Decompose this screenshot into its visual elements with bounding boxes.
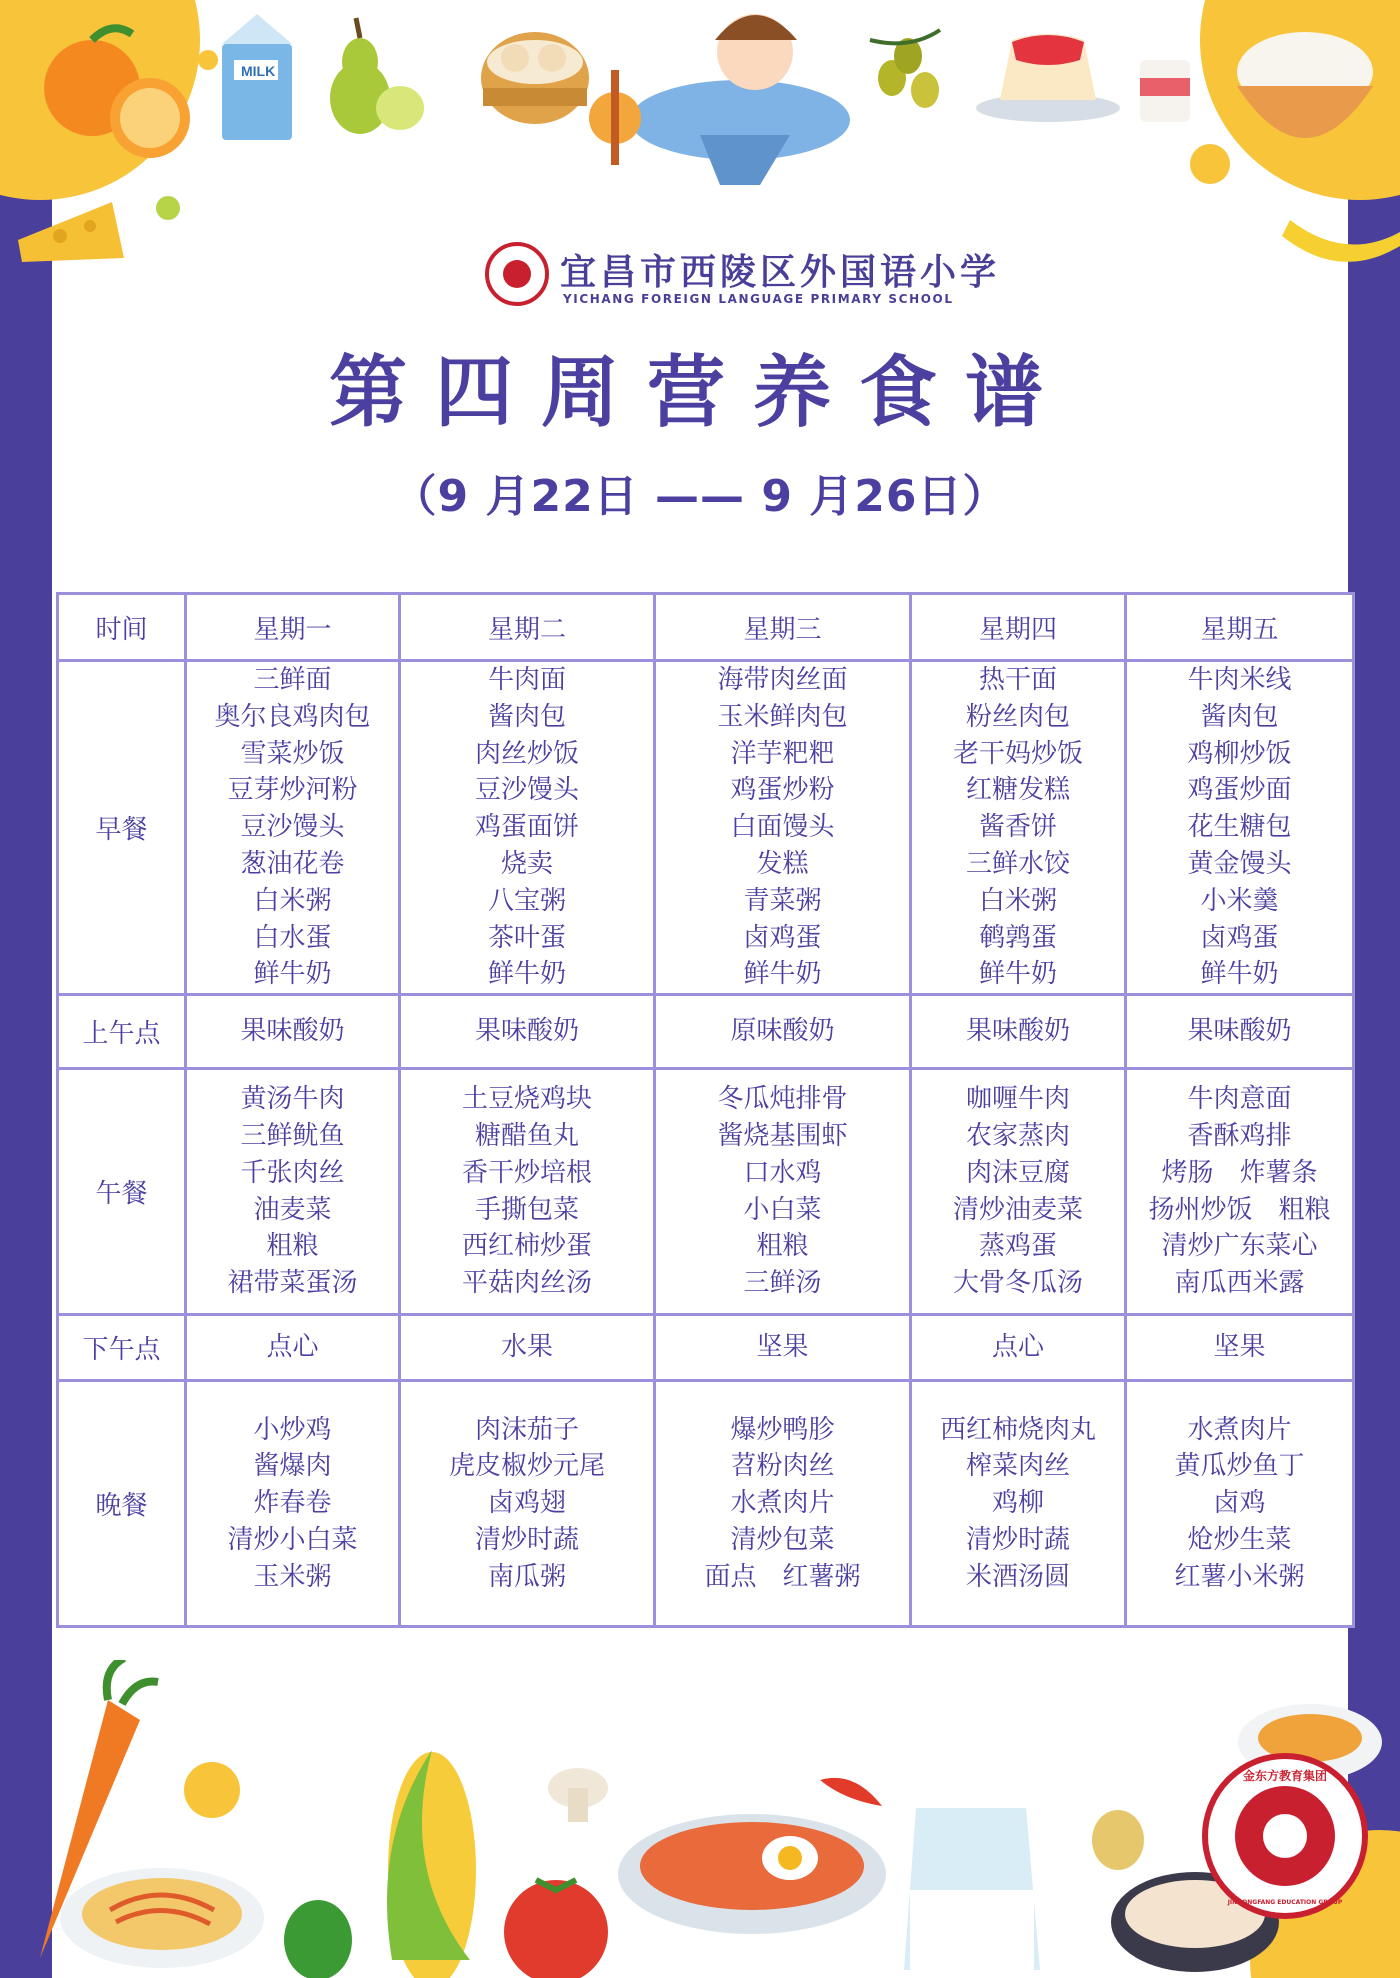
meal-plan-table: [56, 592, 1355, 1628]
menu-cell: [911, 1381, 1126, 1627]
menu-cell: [655, 1069, 911, 1315]
menu-item: 口水鸡: [743, 1157, 822, 1188]
menu-item: 南瓜粥: [487, 1561, 566, 1592]
menu-item: 农家蒸肉: [965, 1121, 1070, 1152]
menu-item: 卤鸡蛋: [743, 922, 822, 953]
food-illustrations-bottom: [0, 1660, 1400, 1978]
menu-item: 油麦菜: [253, 1194, 332, 1225]
menu-item: 坚果: [756, 1332, 809, 1363]
menu-item: 鸡蛋炒面: [1187, 775, 1292, 806]
menu-item: 炝炒生菜: [1187, 1525, 1292, 1556]
banana-icon: [1282, 220, 1400, 262]
menu-item: 鲜牛奶: [1200, 959, 1279, 990]
date-range: （9 月22日 —— 9 月26日）: [392, 471, 1008, 522]
menu-item: 清炒时蔬: [965, 1525, 1070, 1556]
menu-cell: [1126, 661, 1354, 995]
menu-item: 豆沙馒头: [474, 775, 579, 806]
menu-item: 粗粮: [266, 1231, 319, 1262]
menu-item: 清炒油麦菜: [952, 1194, 1083, 1225]
menu-cell: [911, 661, 1126, 995]
menu-item: 酱肉包: [487, 701, 566, 732]
menu-item: 酱烧基围虾: [717, 1121, 848, 1152]
menu-item: 冬瓜炖排骨: [717, 1084, 848, 1115]
menu-cell: [1126, 995, 1354, 1069]
noodle-bowl-icon: [618, 1814, 886, 1934]
menu-item: 老干妈炒饭: [952, 738, 1083, 769]
menu-item: 玉米粥: [253, 1561, 332, 1592]
menu-item: 鲜牛奶: [487, 959, 566, 990]
menu-item: 大骨冬瓜汤: [952, 1268, 1083, 1299]
menu-cell: [186, 1069, 400, 1315]
menu-item: 鸡柳: [991, 1488, 1044, 1519]
jindongfang-logo-icon: [1205, 1756, 1365, 1916]
header-day: 星期三: [655, 594, 911, 661]
boy-airplane-icon: [589, 14, 850, 185]
menu-item: 肉沫豆腐: [965, 1157, 1070, 1188]
menu-item: 烧卖: [500, 848, 553, 879]
menu-item: 热干面: [978, 665, 1057, 695]
menu-item: 牛肉米线: [1187, 665, 1292, 695]
menu-item: 红糖发糕: [965, 775, 1070, 806]
school-logo: [485, 242, 549, 306]
menu-item: 西红柿烧肉丸: [939, 1414, 1096, 1445]
tomato-icon: [504, 1880, 608, 1978]
menu-item: 鲜牛奶: [978, 959, 1057, 990]
yellow-dot: [198, 50, 218, 70]
pear-icon: [330, 18, 424, 134]
menu-item: 果味酸奶: [474, 1016, 579, 1047]
menu-item: 点心: [266, 1332, 319, 1363]
brand-name-cn: 金东方教育集团: [1242, 1769, 1328, 1783]
menu-item: 南瓜西米露: [1174, 1268, 1305, 1299]
menu-item: 三鲜汤: [743, 1268, 822, 1299]
menu-item: 豆沙馒头: [240, 812, 345, 843]
menu-item: 雪菜炒饭: [240, 738, 345, 769]
menu-item: 香酥鸡排: [1187, 1121, 1292, 1152]
menu-item: 茶叶蛋: [487, 922, 566, 953]
menu-cell: [400, 1315, 655, 1381]
menu-item: 鸡蛋炒粉: [730, 775, 835, 806]
meal-row: [58, 1069, 1354, 1315]
green-dot: [156, 196, 180, 220]
meal-row: [58, 1315, 1354, 1381]
brand-name-en: JINDONGFANG EDUCATION GROUP: [1227, 1899, 1343, 1906]
menu-item: 小炒鸡: [253, 1414, 332, 1445]
yogurt-cup-icon: [1140, 60, 1190, 122]
menu-cell: [911, 995, 1126, 1069]
menu-cell: [655, 1381, 911, 1627]
menu-item: 米酒汤圆: [965, 1561, 1070, 1592]
menu-item: 花生糖包: [1187, 812, 1292, 843]
corn-icon: [387, 1750, 476, 1978]
menu-item: 白米粥: [978, 885, 1057, 916]
menu-item: 豆芽炒河粉: [227, 775, 358, 806]
menu-cell: [186, 1315, 400, 1381]
menu-item: 酱香饼: [978, 812, 1057, 843]
page-title: 第四周营养食谱: [328, 348, 1071, 438]
menu-item: 苕粉肉丝: [730, 1451, 835, 1482]
menu-item: 肉沫茄子: [474, 1414, 579, 1445]
menu-item: 奥尔良鸡肉包: [214, 701, 371, 732]
menu-cell: [186, 995, 400, 1069]
menu-item: 烤肠 炸薯条: [1161, 1157, 1318, 1188]
menu-item: 清炒小白菜: [227, 1525, 358, 1556]
menu-item: 点心: [991, 1332, 1044, 1363]
menu-cell: [655, 661, 911, 995]
pudding-icon: [976, 34, 1120, 122]
milk-label: MILK: [241, 63, 276, 79]
menu-cell: [1126, 1315, 1354, 1381]
menu-item: 酱肉包: [1200, 701, 1279, 732]
menu-item: 千张肉丝: [240, 1157, 345, 1188]
milk-jug-icon: [904, 1808, 1040, 1970]
menu-item: 白面馒头: [730, 812, 835, 843]
menu-item: 咖喱牛肉: [965, 1084, 1070, 1115]
menu-item: 黄汤牛肉: [240, 1084, 345, 1115]
menu-item: 牛肉意面: [1187, 1084, 1292, 1115]
menu-item: 粉丝肉包: [965, 701, 1070, 732]
menu-cell: [1126, 1381, 1354, 1627]
menu-item: 葱油花卷: [240, 848, 345, 879]
menu-item: 三鲜鱿鱼: [240, 1121, 345, 1152]
menu-cell: [655, 995, 911, 1069]
header-row: [58, 594, 1354, 661]
menu-item: 黄瓜炒鱼丁: [1174, 1451, 1305, 1482]
menu-item: 小米羹: [1200, 885, 1279, 916]
school-name-cn: 宜昌市西陵区外国语小学: [560, 251, 1001, 293]
pepper-icon: [820, 1778, 882, 1806]
menu-item: 青菜粥: [743, 885, 822, 916]
header-time: 时间: [58, 594, 186, 661]
menu-item: 卤鸡翅: [487, 1488, 566, 1519]
menu-item: 八宝粥: [487, 885, 566, 916]
cheese-icon: [18, 202, 124, 262]
menu-item: 发糕: [756, 848, 809, 879]
menu-item: 洋芋粑粑: [730, 738, 835, 769]
menu-item: 爆炒鸭胗: [730, 1414, 835, 1445]
menu-item: 小白菜: [743, 1194, 822, 1225]
meal-row: [58, 661, 1354, 995]
meal-label: 下午点: [58, 1315, 186, 1381]
menu-cell: [400, 1381, 655, 1627]
menu-item: 卤鸡: [1213, 1488, 1266, 1519]
menu-item: 西红柿炒蛋: [461, 1231, 592, 1262]
menu-item: 香干炒培根: [461, 1157, 592, 1188]
meal-row: [58, 995, 1354, 1069]
meal-label: 午餐: [58, 1069, 186, 1315]
milk-carton-icon: [222, 14, 292, 140]
menu-cell: [911, 1315, 1126, 1381]
menu-item: 白米粥: [253, 885, 332, 916]
menu-cell: [1126, 1069, 1354, 1315]
menu-item: 糖醋鱼丸: [474, 1121, 579, 1152]
menu-item: 卤鸡蛋: [1200, 922, 1279, 953]
menu-item: 裙带菜蛋汤: [227, 1268, 358, 1299]
menu-cell: [911, 1069, 1126, 1315]
header-day: 星期五: [1126, 594, 1354, 661]
menu-item: 清炒包菜: [730, 1525, 835, 1556]
menu-cell: [186, 661, 400, 995]
olives-icon: [870, 30, 940, 108]
menu-item: 果味酸奶: [1187, 1016, 1292, 1047]
meal-label: 上午点: [58, 995, 186, 1069]
menu-item: 红薯小米粥: [1174, 1561, 1305, 1592]
menu-cell: [400, 661, 655, 995]
potato-icon: [1092, 1810, 1144, 1870]
menu-item: 鸡柳炒饭: [1187, 738, 1292, 769]
menu-item: 果味酸奶: [965, 1016, 1070, 1047]
header-day: 星期二: [400, 594, 655, 661]
menu-item: 虎皮椒炒元尾: [448, 1451, 605, 1482]
menu-item: 白水蛋: [253, 922, 332, 953]
menu-cell: [400, 995, 655, 1069]
menu-item: 鲜牛奶: [743, 959, 822, 990]
menu-item: 手撕包菜: [474, 1194, 579, 1225]
menu-item: 坚果: [1213, 1332, 1266, 1363]
dumplings-steamer-icon: [481, 32, 589, 124]
food-illustrations-top: [0, 0, 1400, 270]
menu-item: 酱爆肉: [253, 1451, 332, 1482]
menu-item: 黄金馒头: [1187, 848, 1292, 879]
green-pepper-icon: [284, 1900, 352, 1978]
menu-item: 肉丝炒饭: [474, 738, 579, 769]
orange-dot: [1190, 144, 1230, 184]
menu-cell: [400, 1069, 655, 1315]
menu-item: 清炒时蔬: [474, 1525, 579, 1556]
yellow-dot-bottom: [184, 1762, 240, 1818]
menu-item: 粗粮: [756, 1231, 809, 1262]
menu-item: 三鲜水饺: [965, 848, 1070, 879]
menu-item: 鹌鹑蛋: [978, 922, 1057, 953]
meal-label: 早餐: [58, 661, 186, 995]
menu-item: 蒸鸡蛋: [978, 1231, 1057, 1262]
menu-item: 鸡蛋面饼: [474, 812, 579, 843]
menu-item: 果味酸奶: [240, 1016, 345, 1047]
menu-item: 面点 红薯粥: [704, 1561, 861, 1592]
mushroom-icon: [548, 1768, 608, 1822]
header-day: 星期一: [186, 594, 400, 661]
menu-item: 平菇肉丝汤: [461, 1268, 592, 1299]
school-name-en: YICHANG FOREIGN LANGUAGE PRIMARY SCHOOL: [563, 292, 954, 306]
menu-item: 扬州炒饭 粗粮: [1148, 1194, 1331, 1225]
menu-item: 三鲜面: [253, 665, 332, 695]
menu-item: 土豆烧鸡块: [461, 1084, 592, 1115]
menu-item: 海带肉丝面: [717, 665, 848, 695]
menu-item: 原味酸奶: [730, 1016, 835, 1047]
menu-item: 水煮肉片: [1187, 1414, 1292, 1445]
menu-item: 炸春卷: [253, 1488, 332, 1519]
noodle-plate-icon: [60, 1868, 264, 1968]
menu-cell: [186, 1381, 400, 1627]
meal-label: 晚餐: [58, 1381, 186, 1627]
menu-item: 鲜牛奶: [253, 959, 332, 990]
menu-item: 牛肉面: [487, 665, 566, 695]
menu-item: 玉米鲜肉包: [717, 701, 848, 732]
menu-item: 水煮肉片: [730, 1488, 835, 1519]
menu-item: 水果: [500, 1332, 553, 1363]
header-day: 星期四: [911, 594, 1126, 661]
menu-cell: [655, 1315, 911, 1381]
menu-item: 清炒广东菜心: [1161, 1231, 1318, 1262]
meal-row: [58, 1381, 1354, 1627]
menu-item: 榨菜肉丝: [965, 1451, 1070, 1482]
